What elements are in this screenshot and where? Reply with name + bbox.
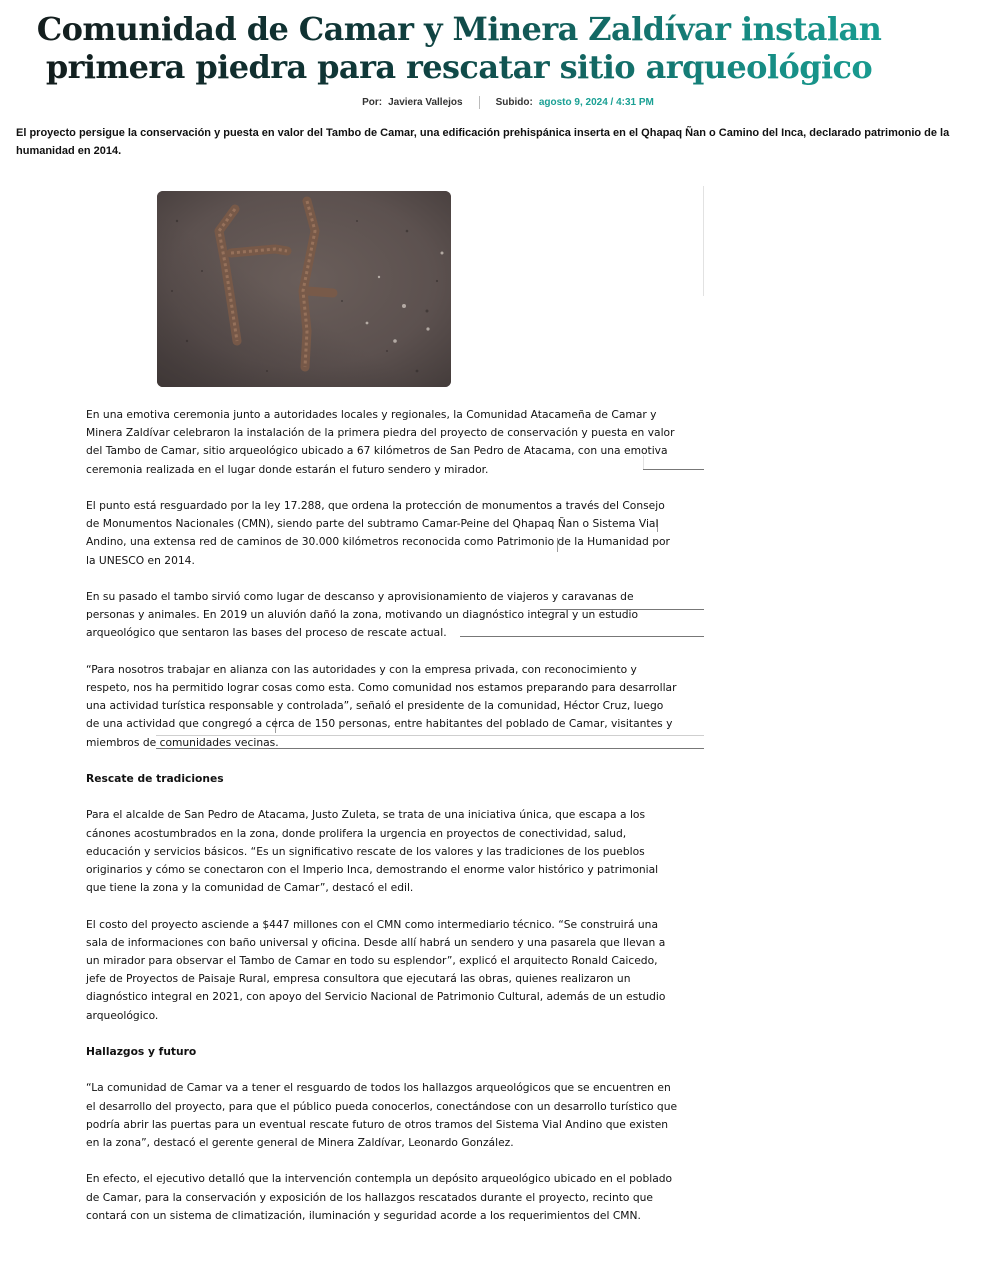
section-heading: Hallazgos y futuro [86, 1045, 197, 1058]
date-label: Subido: [495, 97, 533, 108]
paragraph: “La comunidad de Camar va a tener el resguardo de todos los hallazgos arqueológicos que se encuentren en el desarrollo del proyecto, para que el público pueda conocerlos, conectándose con un desarrollo turístico que podría abrir las puertas para un eventual rescate futuro de otros tramos del Sistema Vial Andino que existen en la zona”, destacó el gerente general de Minera Zaldívar, Leonardo González. [86, 1081, 678, 1149]
paragraph: El punto está resguardado por la ley 17.288, que ordena la protección de monumentos a través del Consejo de Monumentos Nacionales (CMN), siendo parte del subtramo Camar-Peine del Qhapaq Ñan o Sistema Vial Andino, una extensa red de caminos de 30.000 kilómetros reconocida como Patrimonio de la Humanidad por la UNESCO en 2014. [86, 499, 670, 567]
paragraph: En efecto, el ejecutivo detalló que la intervención contempla un depósito arqueológico ubicado en el poblado de Camar, para la conservación y exposición de los hallazgos rescatados durante el proyecto, recinto que contará con un sistema de climatización, iluminación y seguridad acorde a los requerimientos del CMN. [86, 1172, 673, 1222]
publish-date: agosto 9, 2024 / 4:31 PM [538, 97, 654, 108]
article-lead: El proyecto persigue la conservación y puesta en valor del Tambo de Camar, una edificación prehispánica inserta en el Qhapaq Ñan o Camino del Inca, declarado patrimonio de la humanidad en 2014. [16, 127, 950, 157]
hero-image [157, 191, 451, 387]
paragraph: En su pasado el tambo sirvió como lugar de descanso y aprovisionamiento de viajeros y caravanas de personas y animales. En 2019 un aluvión dañó la zona, motivando un diagnóstico integral y un estudio arqueológico que sentaron las bases del proceso de rescate actual. [86, 590, 639, 640]
article-meta [0, 96, 1000, 109]
meta-separator [479, 96, 480, 109]
section-heading: Rescate de tradiciones [86, 772, 224, 785]
embed-border [703, 186, 704, 296]
author-name[interactable]: Javiera Vallejos [388, 97, 463, 108]
paragraph: “Para nosotros trabajar en alianza con las autoridades y con la empresa privada, con reconocimiento y respeto, nos ha permitido lograr cosas como esta. Como comunidad nos estamos preparando para desarrollar una actividad turística responsable y controlada”, señaló el presidente de la comunidad, Héctor Cruz, luego de una actividad que congregó a cerca de 150 personas, entre habitantes del poblado de Camar, visitantes y miembros de comunidades vecinas. [86, 662, 677, 749]
paragraph: El costo del proyecto asciende a $447 millones con el CMN como intermediario técnico. “Se construirá una sala de informaciones con baño universal y oficina. Desde allí habrá un sendero y una pasarela que llevan a un mirador para observar el Tambo de Camar en todo su esplendor”, explicó el arquitecto Ronald Caicedo, jefe de Proyectos de Paisaje Rural, empresa consultora que ejecutará las obras, quienes realizaron un diagnóstico integral en 2021, con apoyo del Servicio Nacional de Patrimonio Cultural, además de un estudio arqueológico. [86, 917, 666, 1022]
article-body [86, 406, 680, 1243]
paragraph: Para el alcalde de San Pedro de Atacama, Justo Zuleta, se trata de una iniciativa única, que escapa a los cánones acostumbrados en la zona, donde prolifera la urgencia en proyectos de conectividad, salud, educación y servicios básicos. “Es un significativo rescate de los valores y las tradiciones de los pueblos originarios y cómo se conectaron con el Imperio Inca, demostrando el enorme valor histórico y patrimonial que tiene la zona y la comunidad de Camar”, destacó el edil. [86, 808, 659, 895]
paragraph: En una emotiva ceremonia junto a autoridades locales y regionales, la Comunidad Atacameña de Camar y Minera Zaldívar celebraron la instalación de la primera piedra del proyecto de conservación y puesta en valor del Tambo de Camar, sitio arqueológico ubicado a 67 kilómetros de San Pedro de Atacama, con una emotiva ceremonia realizada en el lugar donde estarán el futuro sendero y mirador. [86, 408, 675, 476]
article-title: Comunidad de Camar y Minera Zaldívar instalan primera piedra para rescatar sitio arqueológico [0, 10, 918, 86]
author-label: Por: [362, 97, 383, 108]
aerial-ruins-photo [157, 191, 451, 387]
